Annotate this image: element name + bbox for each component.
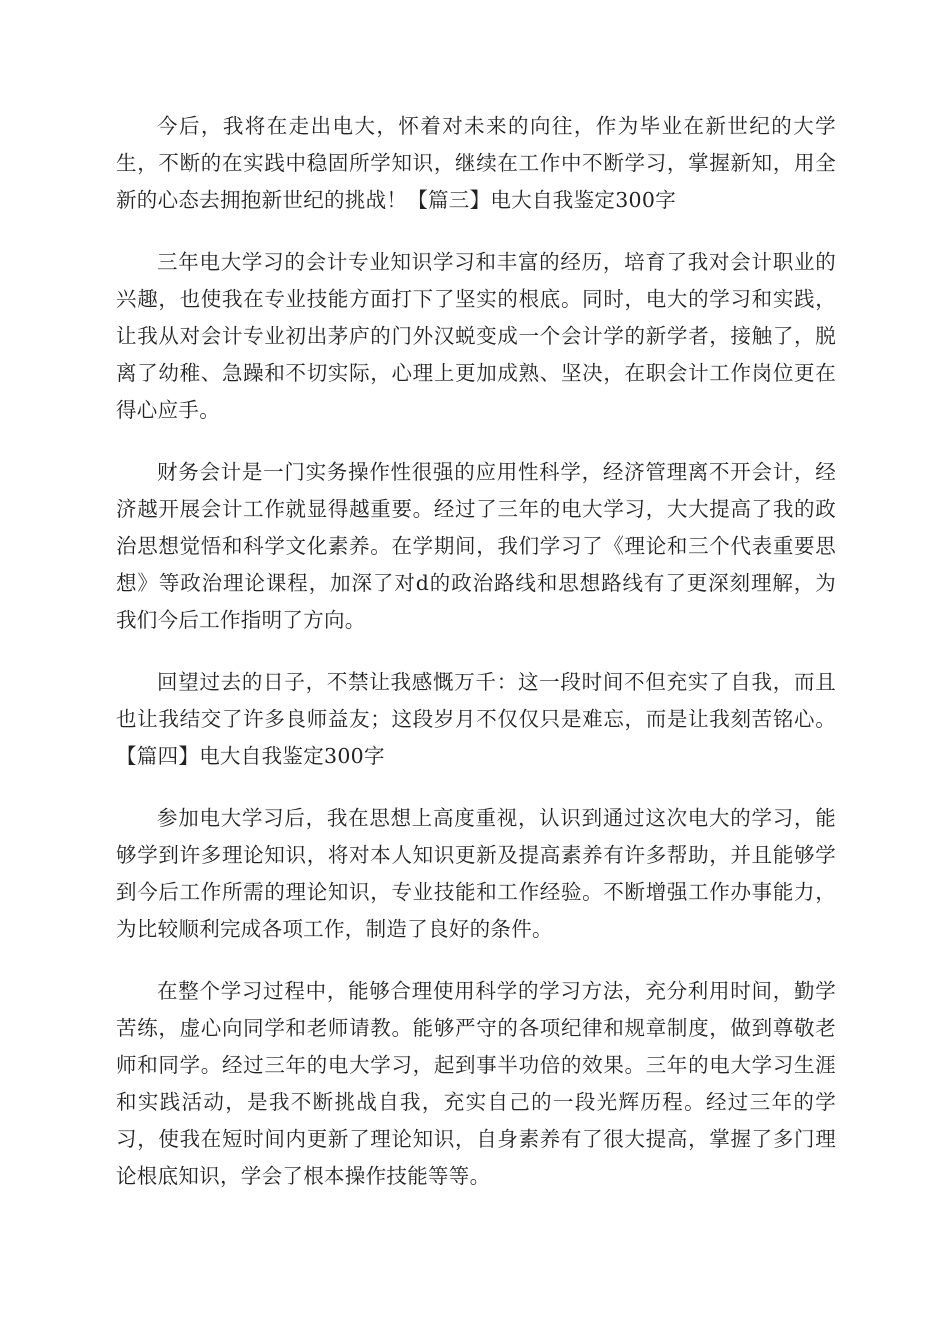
paragraph-4: 回望过去的日子，不禁让我感慨万千：这一段时间不但充实了自我，而且也让我结交了许多良师益友；这段岁月不仅仅只是难忘，而是让我刻苦铭心。【篇四】电大自我鉴定300字 bbox=[116, 670, 836, 768]
paragraph-5: 参加电大学习后，我在思想上高度重视，认识到通过这次电大的学习，能够学到许多理论知识，将对本人知识更新及提高素养有许多帮助，并且能够学到今后工作所需的理论知识，专业技能和工作经验。不断增强工作办事能力，为比较顺利完成各项工作，制造了良好的条件。 bbox=[116, 806, 836, 941]
paragraph-3: 财务会计是一门实务操作性很强的应用性科学，经济管理离不开会计，经济越开展会计工作就显得越重要。经过了三年的电大学习，大大提高了我的政治思想觉悟和科学文化素养。在学期间，我们学习了《理论和三个代表重要思想》等政治理论课程，加深了对d的政治路线和思想路线有了更深刻理解，为我们今后工作指明了方向。 bbox=[116, 460, 836, 632]
paragraph-2: 三年电大学习的会计专业知识学习和丰富的经历，培育了我对会计职业的兴趣，也使我在专业技能方面打下了坚实的根底。同时，电大的学习和实践，让我从对会计专业初出茅庐的门外汉蜕变成一个会计学的新学者，接触了，脱离了幼稚、急躁和不切实际，心理上更加成熟、坚决，在职会计工作岗位更在得心应手。 bbox=[116, 250, 836, 422]
paragraph-1: 今后，我将在走出电大，怀着对未来的向往，作为毕业在新世纪的大学生，不断的在实践中稳固所学知识，继续在工作中不断学习，掌握新知，用全新的心态去拥抱新世纪的挑战！【篇三】电大自我鉴定300字 bbox=[116, 114, 836, 212]
document-page bbox=[116, 108, 836, 1220]
paragraph-6: 在整个学习过程中，能够合理使用科学的学习方法，充分利用时间，勤学苦练，虚心向同学和老师请教。能够严守的各项纪律和规章制度，做到尊敬老师和同学。经过三年的电大学习，起到事半功倍的效果。三年的电大学习生涯和实践活动，是我不断挑战自我，充实自己的一段光辉历程。经过三年的学习，使我在短时间内更新了理论知识，自身素养有了很大提高，掌握了多门理论根底知识，学会了根本操作技能等等。 bbox=[116, 979, 836, 1188]
